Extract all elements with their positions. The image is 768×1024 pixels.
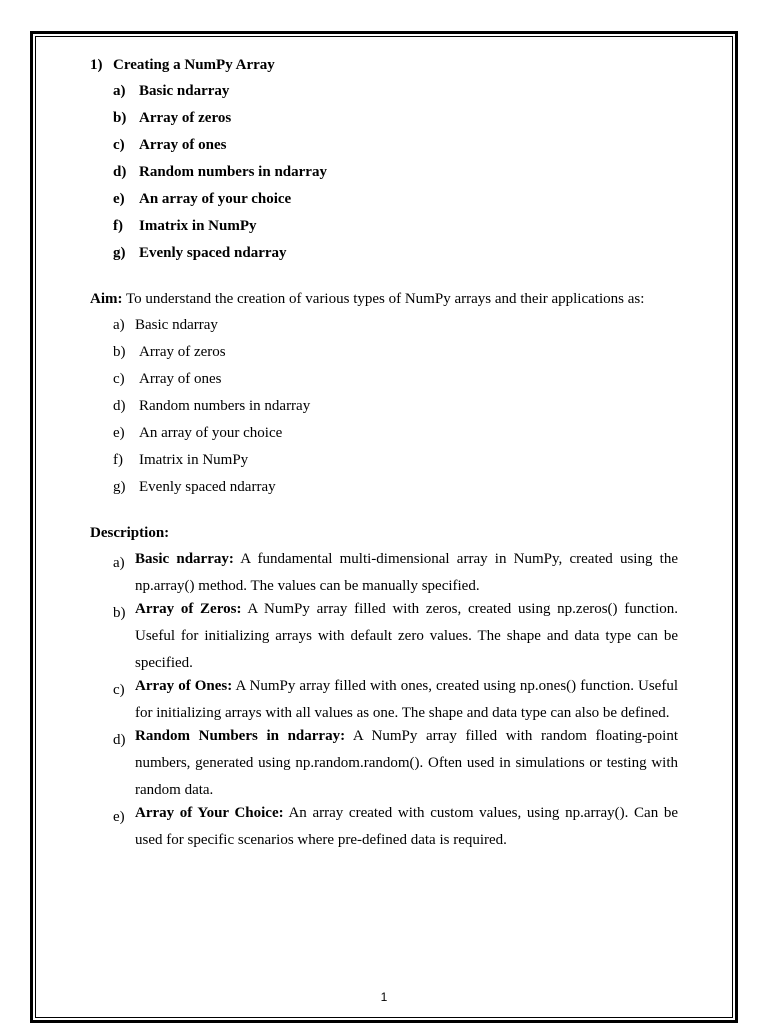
topic-marker: c) [113, 137, 125, 153]
aim-item-text: Evenly spaced ndarray [139, 479, 276, 495]
topic-marker: g) [113, 245, 126, 261]
description-item [90, 804, 678, 854]
description-marker: d) [113, 732, 126, 748]
description-term: Random Numbers in ndarray: [135, 728, 346, 744]
topic-marker: d) [113, 164, 127, 180]
aim-marker: f) [113, 452, 123, 468]
description-item [90, 727, 678, 804]
aim-item-text: Random numbers in ndarray [139, 398, 311, 414]
topic-list [90, 82, 678, 271]
aim-item [90, 397, 678, 424]
topic-item [90, 109, 678, 136]
page-number: 1 [380, 990, 388, 1004]
description-item [90, 550, 678, 600]
aim-item-text: Array of ones [139, 371, 222, 387]
description-marker: a) [113, 555, 125, 571]
description-text: A NumPy array filled with random floating-point numbers, generated using np.random.random(). Often used in simulations or testing with random data. [135, 728, 678, 798]
section-title: Creating a NumPy Array [113, 57, 275, 73]
topic-marker: e) [113, 191, 125, 207]
aim-item [90, 370, 678, 397]
topic-marker: b) [113, 110, 127, 126]
description-list [90, 550, 678, 854]
topic-text: Basic ndarray [139, 83, 230, 99]
aim-marker: d) [113, 398, 126, 414]
section-heading [90, 55, 678, 82]
description-text: A NumPy array filled with zeros, created using np.zeros() function. Useful for initializing arrays with default zero values. The shape and data type can be specified. [135, 601, 678, 671]
description-item [90, 677, 678, 727]
aim-text: To understand the creation of various types of NumPy arrays and their applications as: [122, 291, 645, 307]
topic-text: Evenly spaced ndarray [139, 245, 287, 261]
aim-marker: e) [113, 425, 125, 441]
aim-item-text: Imatrix in NumPy [139, 452, 249, 468]
aim-paragraph [90, 289, 678, 316]
aim-item-text: An array of your choice [139, 425, 283, 441]
description-term: Array of Ones: [135, 678, 233, 694]
section-number: 1) [90, 57, 103, 73]
aim-list [90, 316, 678, 505]
aim-item [90, 316, 678, 343]
aim-item-text: Array of zeros [139, 344, 226, 360]
topic-marker: a) [113, 83, 126, 99]
topic-text: Imatrix in NumPy [139, 218, 257, 234]
topic-text: Random numbers in ndarray [139, 164, 327, 180]
aim-label: Aim: [90, 291, 123, 307]
topic-item [90, 217, 678, 244]
topic-marker: f) [113, 218, 123, 234]
topic-item [90, 190, 678, 217]
description-text: An array created with custom values, using np.array(). Can be used for specific scenarios where pre-defined data is required. [135, 805, 679, 848]
description-marker: b) [113, 605, 126, 621]
topic-item [90, 82, 678, 109]
aim-item-text: Basic ndarray [135, 317, 218, 333]
topic-text: Array of ones [139, 137, 227, 153]
aim-item [90, 478, 678, 505]
description-marker: e) [113, 809, 125, 825]
document-body [90, 55, 678, 854]
description-term: Array of Zeros: [135, 601, 242, 617]
topic-item [90, 136, 678, 163]
aim-marker: b) [113, 344, 126, 360]
description-item [90, 600, 678, 677]
aim-item [90, 424, 678, 451]
description-marker: c) [113, 682, 125, 698]
topic-text: An array of your choice [139, 191, 292, 207]
aim-marker: c) [113, 371, 125, 387]
aim-item [90, 451, 678, 478]
topic-item [90, 163, 678, 190]
aim-marker: a) [113, 317, 125, 333]
aim-marker: g) [113, 479, 126, 495]
topic-text: Array of zeros [139, 110, 232, 126]
description-term: Array of Your Choice: [135, 805, 284, 821]
description-text: A NumPy array filled with ones, created using np.ones() function. Useful for initializing arrays with all values as one. The shape and data type can also be defined. [135, 678, 678, 721]
aim-item [90, 343, 678, 370]
description-heading: Description: [90, 525, 170, 541]
description-text: A fundamental multi-dimensional array in NumPy, created using the np.array() method. The values can be manually specified. [135, 551, 678, 594]
description-term: Basic ndarray: [135, 551, 234, 567]
topic-item [90, 244, 678, 271]
